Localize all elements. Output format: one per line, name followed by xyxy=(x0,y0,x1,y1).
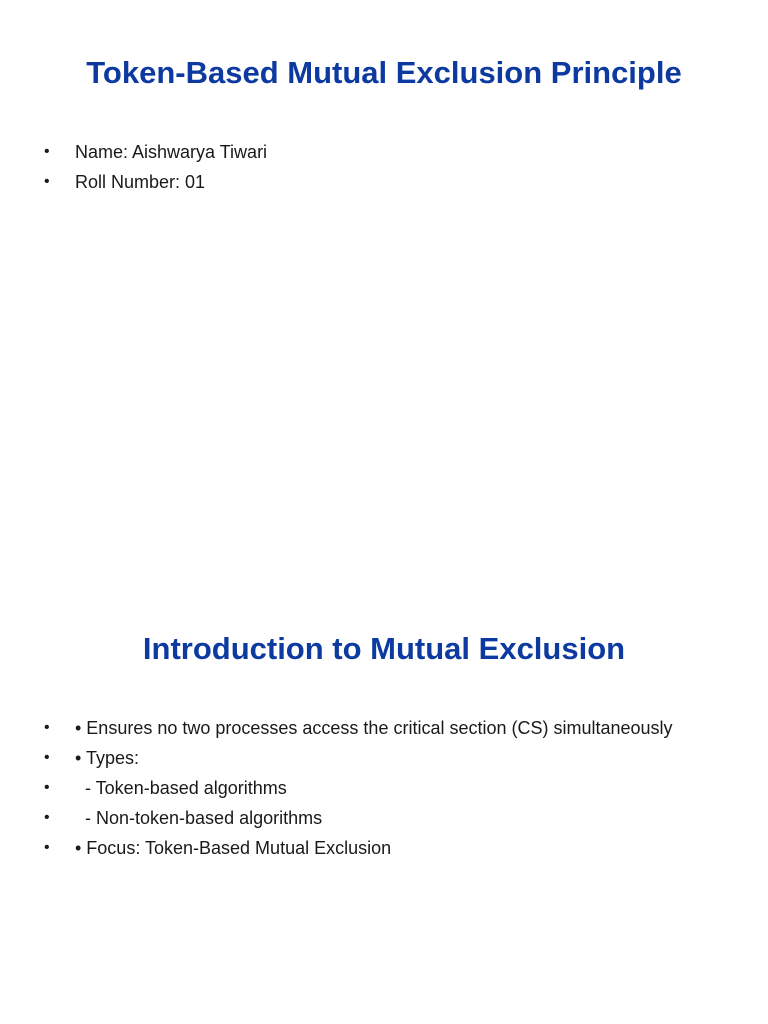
list-item xyxy=(44,773,287,803)
bullet-icon: • xyxy=(44,749,50,766)
bullet-text: • Focus: Token-Based Mutual Exclusion xyxy=(75,838,392,858)
list-item xyxy=(44,713,673,743)
list-item xyxy=(44,743,140,773)
slide-title: Introduction to Mutual Exclusion xyxy=(142,631,626,666)
list-item xyxy=(44,803,323,833)
bullet-text: - Token-based algorithms xyxy=(75,778,287,798)
bullet-icon: • xyxy=(44,173,50,190)
bullet-list xyxy=(44,137,268,197)
list-item xyxy=(44,833,392,863)
bullet-icon: • xyxy=(44,719,50,736)
bullet-list xyxy=(44,713,673,863)
slide-2 xyxy=(0,576,768,1024)
bullet-icon: • xyxy=(44,143,50,160)
bullet-text: Roll Number: 01 xyxy=(75,172,206,192)
bullet-text: - Non-token-based algorithms xyxy=(75,808,323,828)
bullet-icon: • xyxy=(44,839,50,856)
bullet-text: • Ensures no two processes access the critical section (CS) simultaneously xyxy=(75,718,673,738)
bullet-icon: • xyxy=(44,809,50,826)
slide-title: Token-Based Mutual Exclusion Principle xyxy=(86,55,682,90)
bullet-icon: • xyxy=(44,779,50,796)
list-item xyxy=(44,167,206,197)
list-item xyxy=(44,137,268,167)
bullet-text: • Types: xyxy=(75,748,140,768)
bullet-text: Name: Aishwarya Tiwari xyxy=(75,142,268,162)
